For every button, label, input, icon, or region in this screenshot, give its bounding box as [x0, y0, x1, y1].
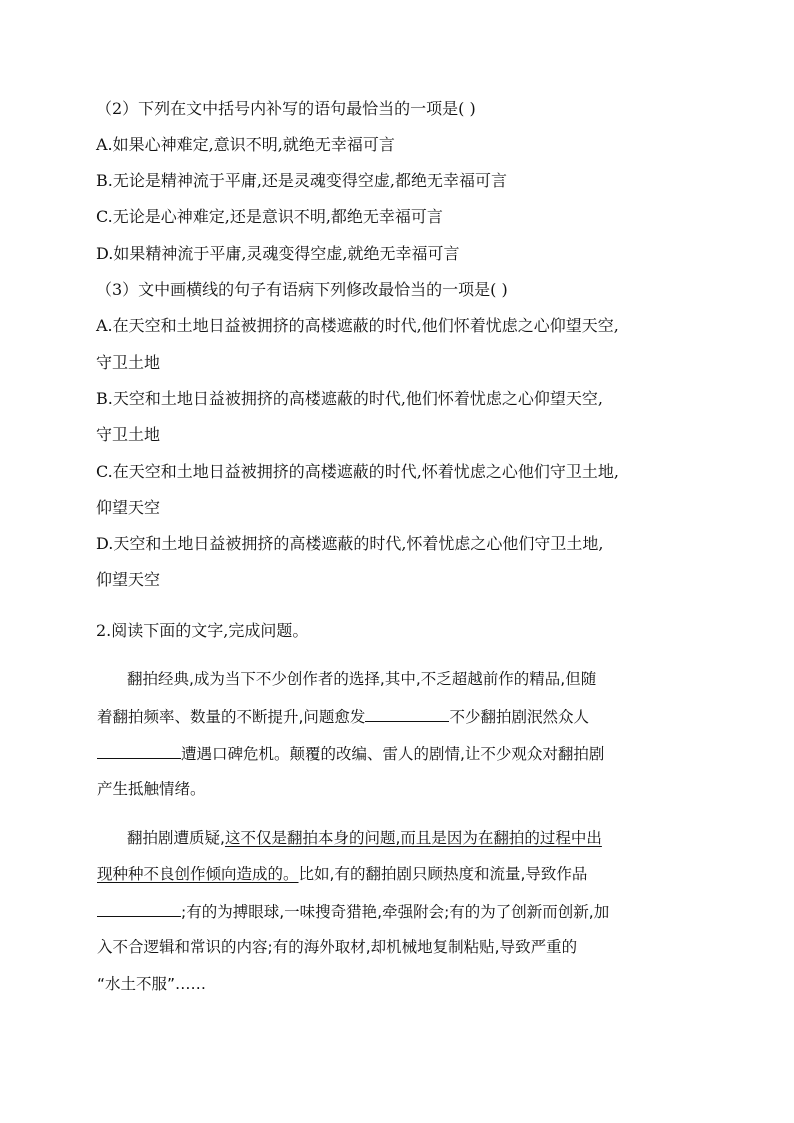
- question-3-stem: （3）文中画横线的句子有语病下列修改最恰当的一项是( ): [96, 280, 508, 299]
- passage-p2-line3: [97, 900, 609, 923]
- passage-p1-line4: 产生抵触情绪。: [97, 780, 206, 798]
- question-3-option-b-line2: 守卫土地: [96, 425, 161, 444]
- underlined-sentence-part2: 现种种不良创作倾向造成的。: [97, 865, 299, 883]
- question-3-option-d-line2: 仰望天空: [96, 570, 161, 589]
- passage-p2-line2-text: 比如,有的翻拍剧只顾热度和流量,导致作品: [298, 865, 588, 883]
- question-2-option-a: A.如果心神难定,意识不明,就绝无幸福可言: [96, 135, 395, 154]
- passage-p1-line2: [97, 705, 589, 728]
- passage-p2-line2: [97, 863, 587, 885]
- question-2-option-c: C.无论是心神难定,还是意识不明,都绝无幸福可言: [96, 207, 443, 226]
- answer-blank-1[interactable]: [365, 705, 449, 722]
- passage-p1-line2-text-b: 不少翻拍剧泯然众人: [449, 708, 589, 726]
- answer-blank-3[interactable]: [97, 900, 181, 917]
- passage-p2-line1-text: 翻拍剧遭质疑,: [127, 829, 225, 847]
- passage-p2-line3-text: ;有的为搏眼球,一味搜奇猎艳,牵强附会;有的为了创新而创新,加: [181, 903, 610, 921]
- question-3-option-a-line1: A.在天空和土地日益被拥挤的高楼遮蔽的时代,他们怀着忧虑之心仰望天空,: [96, 316, 619, 335]
- question-2-option-d: D.如果精神流于平庸,灵魂变得空虚,就绝无幸福可言: [96, 244, 460, 263]
- question-3-option-d-line1: D.天空和土地日益被拥挤的高楼遮蔽的时代,怀着忧虑之心他们守卫土地,: [96, 534, 604, 553]
- underlined-sentence-part1: 这不仅是翻拍本身的问题,而且是因为在翻拍的过程中出: [224, 829, 602, 847]
- passage-p2-line5: “水土不服”……: [97, 975, 207, 993]
- question-2-stem: （2）下列在文中括号内补写的语句最恰当的一项是( ): [96, 99, 476, 118]
- reading-instruction: 2.阅读下面的文字,完成问题。: [96, 621, 309, 640]
- question-2-option-b: B.无论是精神流于平庸,还是灵魂变得空虚,都绝无幸福可言: [96, 171, 508, 190]
- question-3-option-c-line1: C.在天空和土地日益被拥挤的高楼遮蔽的时代,怀着忧虑之心他们守卫土地,: [96, 462, 619, 481]
- passage-p1-line3-text: 遭遇口碑危机。颠覆的改编、雷人的剧情,让不少观众对翻拍剧: [181, 745, 605, 763]
- answer-blank-2[interactable]: [97, 742, 181, 759]
- passage-p2-line1: [127, 827, 602, 849]
- passage-p1-line1: 翻拍经典,成为当下不少创作者的选择,其中,不乏超越前作的精品,但随: [127, 670, 597, 688]
- passage-p1-line3: [97, 742, 604, 765]
- question-3-option-b-line1: B.天空和土地日益被拥挤的高楼遮蔽的时代,他们怀着忧虑之心仰望天空,: [96, 389, 604, 408]
- passage-p2-line4: 入不合逻辑和常识的内容;有的海外取材,却机械地复制粘贴,导致严重的: [97, 938, 578, 956]
- question-3-option-c-line2: 仰望天空: [96, 498, 161, 517]
- passage-p1-line2-text-a: 着翻拍频率、数量的不断提升,问题愈发: [97, 708, 366, 726]
- question-3-option-a-line2: 守卫土地: [96, 353, 161, 372]
